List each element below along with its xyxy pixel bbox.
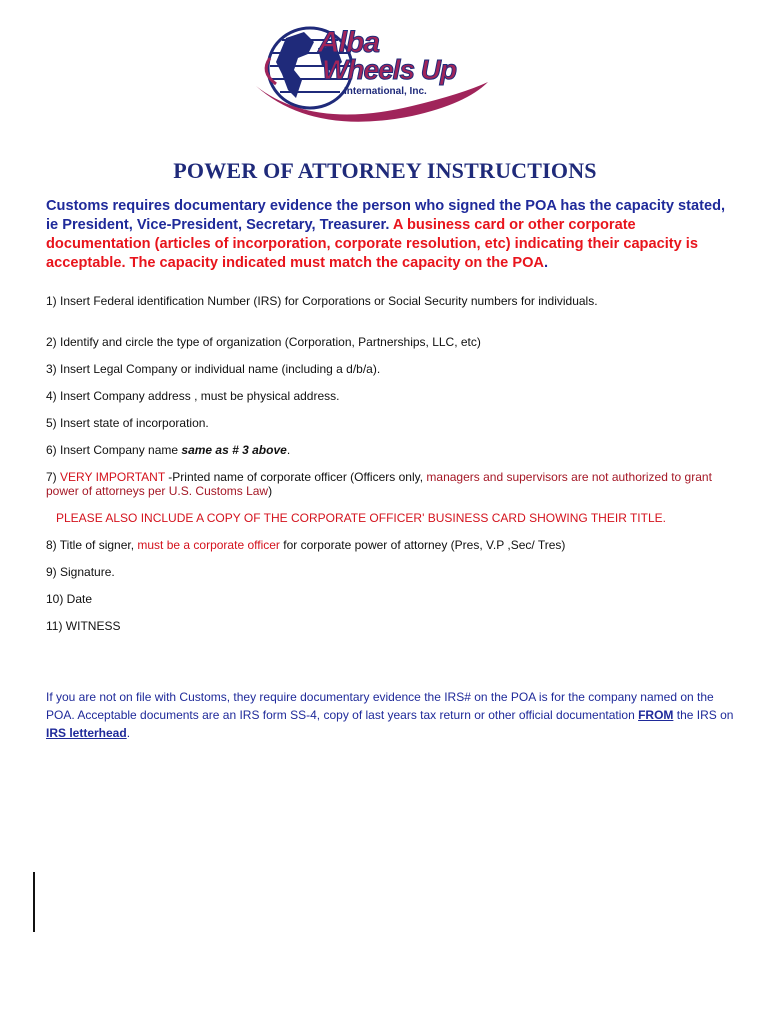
instruction-6-text: 6) Insert Company name: [46, 443, 182, 457]
intro-paragraph: [46, 197, 736, 273]
instruction-7-warning: managers and supervisors are not authorized to grant power of attorneys per U.S. Customs Law: [46, 470, 712, 498]
instruction-8-requirement: must be a corporate officer: [137, 538, 280, 552]
instruction-6-end: .: [286, 443, 291, 457]
instruction-8-text: 8) Title of signer,: [46, 538, 138, 552]
instruction-3: 3) Insert Legal Company or individual name (including a d/b/a).: [46, 362, 381, 376]
instruction-1: 1) Insert Federal identification Number (IRS) for Corporations or Social Security numbers for individuals.: [46, 294, 598, 308]
logo-line-alba: Alba: [318, 26, 380, 59]
footer-text-2: the IRS on: [673, 708, 734, 722]
instruction-6: [46, 443, 736, 457]
footer-end: .: [126, 726, 131, 740]
from-emphasis: FROM: [638, 708, 674, 722]
intro-blue-text: Customs requires documentary evidence the person who signed the POA has the capacity stated, ie President, Vice-President, Secretary, Treasurer.: [46, 198, 726, 233]
instruction-7-number: 7): [46, 470, 61, 484]
instruction-2: 2) Identify and circle the type of organization (Corporation, Partnerships, LLC, etc): [46, 335, 481, 349]
intro-red-text: A business card or other corporate documentation (articles of incorporation, corporate resolution, etc) indicating their capacity is acceptable. The capacity indicated must match the capacity on the POA: [46, 217, 698, 271]
instruction-4: 4) Insert Company address , must be physical address.: [46, 389, 340, 403]
instruction-8: [46, 538, 736, 552]
footer-text: If you are not on file with Customs, they require documentary evidence the IRS# on the POA is for the company named on the POA. Acceptable documents are an IRS form SS-4, copy of last years tax return or other official documentation: [46, 690, 714, 722]
business-card-note: PLEASE ALSO INCLUDE A COPY OF THE CORPORATE OFFICER' BUSINESS CARD SHOWING THEIR TITLE.: [56, 511, 666, 525]
instruction-6-emphasis: same as # 3 above: [181, 443, 287, 457]
logo-line-wheels-up: Wheels Up: [322, 54, 457, 85]
irs-letterhead-emphasis: IRS letterhead: [46, 726, 127, 740]
company-logo: [252, 18, 492, 128]
page-title: POWER OF ATTORNEY INSTRUCTIONS: [173, 158, 597, 183]
instruction-7-end: ): [268, 484, 273, 498]
instruction-10: 10) Date: [46, 592, 93, 606]
margin-line: [33, 872, 35, 932]
intro-end: .: [543, 255, 549, 271]
instruction-7: [46, 470, 736, 498]
instruction-7-text: -Printed name of corporate officer (Officers only,: [168, 470, 427, 484]
instruction-5: 5) Insert state of incorporation.: [46, 416, 209, 430]
logo-line-international: International, Inc.: [344, 86, 427, 97]
footer-note: [46, 688, 736, 742]
instruction-11: 11) WITNESS: [46, 619, 121, 633]
very-important-label: VERY IMPORTANT: [60, 470, 169, 484]
instruction-8-end: for corporate power of attorney (Pres, V.P ,Sec/ Tres): [279, 538, 566, 552]
instruction-9: 9) Signature.: [46, 565, 115, 579]
